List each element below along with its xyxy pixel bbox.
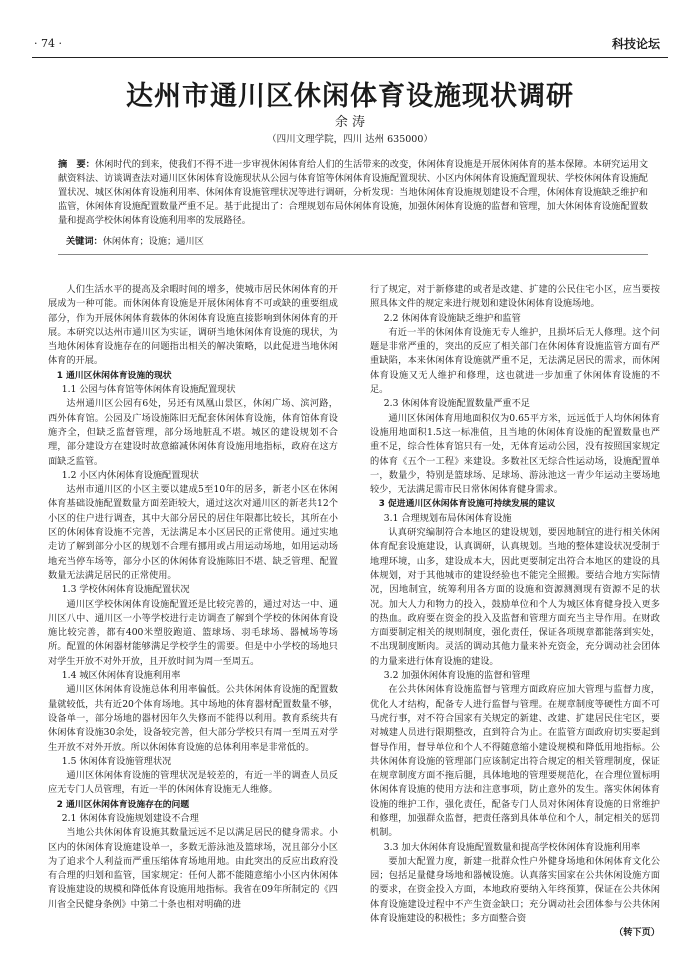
abstract-text: 休闲时代的到来，使我们不得不进一步审视休闲体育给人们的生活带来的改变，休闲体育设施是开展休闲体育的基本保障。本研究运用文献资料法、访谈调查法对通川区休闲体育设施现状从公园与体育馆等休闲体育设施配置现状、小区内休闲体育设施配置现状、学校休闲体育设施配置状况、城区休闲体育设施利用率、休闲体育设施管理状况等进行调研，分析发现：当地休闲体育设施规划建设不合理，休闲体育设施缺乏维护和监管，休闲体育设施配置数量严重不足。基于此提出了：合理规划布局休闲体育设施，加强休闲体育设施的监督和管理，加大休闲体育设施配置数量和提高学校休闲体育设施利用率的发展路径。 xyxy=(58,159,649,226)
subsection-heading: 2.1 休闲体育设施规划建设不合理 xyxy=(61,812,199,824)
keywords-label: 关键词： xyxy=(66,236,103,247)
abstract-label: 摘 要： xyxy=(58,159,95,170)
paragraph: 通川区休闲体育用地面积仅为0.65平方米，远远低于人均休闲体育设施用地面积1.5这一标准值，且当地的休闲体育设施的配置数量也严重不足，综合性体育馆只有一处，无体育运动公园，没有按照国家规定的体育《五个一工程》来建设。多数社区无综合性运动场，设施配置单一，数量少，特别是篮球场、足球场、游泳池这一青少年运动主要场地较少，无法满足需市民日常休闲体育健身需求。 xyxy=(370,412,660,496)
abstract-divider xyxy=(58,254,648,255)
paragraph: 当地公共休闲体育设施其数量远远不足以满足居民的健身需求。小区内的休闲体育设施建设单一，多数无游泳池及篮球场，况且部分小区为了追求个人利益而严重压缩体育场地用地。由此突出的反应出政府没有合理的归划和监管，国家规定：任何人都不能随意缩小小区内休闲体育设施建设的规模和降低体育设施用地指标。我省在09年所制定的《四川省全民健身条例》中第二十条也相对明确的进 xyxy=(48,827,338,910)
subsection-heading: 2.3 休闲体育设施配置数量严重不足 xyxy=(383,398,530,410)
subsection-heading: 3.2 加强休闲体育设施的监督和管理 xyxy=(383,670,530,682)
continued-note: （转下页） xyxy=(614,927,660,939)
paragraph: 在公共休闲体育设施监督与管理方面政府应加大管理与监督力度，优化人才结构，配备专人进行监督与管理。在规章制度等硬性方面不可马虎行事，对不符合国家有关规定的新建、改建、扩建居民住宅区，要对城建人员进行限期整改，直到符合为止。在监管方面政府切实要起到督导作用，督导单位和个人不得随意缩小建设规模和降低用地指标。公共休闲体育设施的管理部门应该制定出符合规定的相关管理制度，保证在规章制度方面不拖后腿，具体地地的管理要规范化，在合理位置标明休闲体育设施的使用方法和注意事项，防止意外的发生。落实休闲体育设施的维护工作，强化责任，配备专门人员对休闲体育设施的日常维护和修理，加强群众监督，把责任落到具体单位和个人，制定相关的惩罚机制。 xyxy=(370,684,660,839)
right-column xyxy=(370,283,660,941)
abstract xyxy=(58,158,648,228)
paragraph: 通川区学校休闲体育设施配置还是比较完善的，通过对达一中、通川区八中、通川区一小等学校进行走访调查了解到个学校的休闲体育设施比较完善，都有400米塑胶跑道、篮球场、羽毛球场、器械场等场所。配置的休闲器材能够满足学校学生的需要。但是中小学校的场地只对学生开放不对外开放，且开放时间为周一至周五。 xyxy=(48,598,338,667)
keywords-text: 休闲体育；设施；通川区 xyxy=(102,236,204,247)
section-tag: 科技论坛 xyxy=(611,37,660,51)
paragraph: 通川区休闲体育设施的管理状况是较差的，有近一半的调查人员反应无专门人员管理，有近一半的休闲体育设施无人维修。 xyxy=(48,770,338,796)
subsection-heading: 1.1 公园与体育馆等休闲体育设施配置现状 xyxy=(61,384,236,396)
paragraph: 人们生活水平的提高及余暇时间的增多，使城市居民休闲体育的开展成为一种可能。而休闲体育设施是开展休闲体育不可或缺的重要组成部分，作为开展休闲体育载体的休闲体育设施直接影响到休闲体育的开展。本研究以达州市通川区为实证，调研当地休闲体育设施的现状，为当地休闲体育设施存在的问题指出相关的解决策略，以此促进当地休闲体育的开展。 xyxy=(48,284,338,367)
article-title: 达州市通川区休闲体育设施现状调研 xyxy=(126,81,574,112)
page-header xyxy=(0,0,700,62)
section-heading: 2 通川区休闲体育设施存在的问题 xyxy=(56,799,190,810)
section-heading: 1 通川区休闲体育设施的现状 xyxy=(56,370,172,381)
page-number: · 74 · xyxy=(34,37,62,50)
left-column xyxy=(48,283,338,912)
paragraph: 达州市通川区的小区主要以建成5至10年的居多，新老小区在休闲体育基础设施配置数量方面差距较大，通过这次对通川区的新老共12个小区的住户进行调查，其中大部分居民的居住年限都比较长，其所在小区的休闲体育设施不完善，无法满足本小区居民的正常使用。通过实地走访了解到部分小区的规划不合理有挪用或占用运动场地，如用运动场地充当停车场等，部分小区的休闲体育设施陈旧不堪、缺乏管理、配置数量无法满足居民的正常使用。 xyxy=(48,484,338,581)
subsection-heading: 1.2 小区内休闲体育设施配置现状 xyxy=(61,469,199,481)
subsection-heading: 1.5 休闲体育设施管理状况 xyxy=(61,755,172,767)
author: 余 涛 xyxy=(334,115,366,130)
keywords xyxy=(66,233,646,247)
subsection-heading: 1.4 城区休闲体育设施利用率 xyxy=(61,670,181,682)
paragraph: 认真研究编制符合本地区的建设规划，要因地制宜的进行相关休闲体育配套设施建设，认真调研，认真规划。当地的整体建设状况受制于地理环境，山多，建设成本大，因此更要制定出符合本地区的建设的具体规划，对于其他城市的建设经验也不能完全照搬。要结合地方实际情况，因地制宜，统筹利用各方面的设施和资源测测现有资源不足的状况。加大人力和物力的投入，鼓励单位和个人为城区体育健身投入更多的热血。政府要在资金的投入及监督和管理方面充当主导作用。在财政方面要制定相关的规则制度，强化责任，保证各项规章都能落到实处，不出现制度断肉。灵活的调动其他力量来补充资金，充分调动社会团体的力量来进行体育设施的建设。 xyxy=(370,527,660,667)
header-rule xyxy=(32,57,668,58)
section-heading: 3 促进通川区休闲体育设施可持续发展的建议 xyxy=(378,499,556,510)
subsection-heading: 3.3 加大休闲体育设施配置数量和提高学校休闲体育设施利用率 xyxy=(383,841,641,853)
subsection-heading: 3.1 合理规划布局休闲体育设施 xyxy=(383,512,512,524)
paragraph: 通川区休闲体育设施总体利用率偏低。公共休闲体育设施的配置数量就较低，共有近20个体育场地。其中场地的体育器材配置数量不够，设备单一，部分场地的器材因年久失修而不能得以利用。教育系统共有休闲体育设施30余处，设备较完善，但大部分学校只有周一至周五对学生开放不对外开放。所以休闲体育设施的总体利用率是非常低的。 xyxy=(48,684,338,753)
affiliation: （四川文理学院，四川 达州 635000） xyxy=(267,134,433,145)
paragraph: 达州通川区公园有6处，另还有凤凰山景区，休闲广场、滨河路，西外体育馆。公园及广场设施陈旧无配套休闲体育设施，体育馆体育设施齐全，但缺乏监督管理，部分场地脏乱不堪。城区的建设规划不合理，部分建设方在建设时故意縮减休闲体育设施用地指标，政府在这方面缺乏监管。 xyxy=(48,398,338,467)
subsection-heading: 2.2 休闲体育设施缺乏维护和监管 xyxy=(383,312,521,324)
paragraph: 要加大配置力度，新建一批群众性户外健身场地和休闲体育文化公园；包括足量健身场地和器械设施。认真落实国家在公共休闲设施方面的要求，在资金投入方面，本地政府要纳入年终预算，保证在公共休闲体育设施建设过程中不产生资金缺口；充分调动社会团体参与公共休闲体育设施建设的积极性；多方面整合资 xyxy=(370,855,660,925)
paragraph: 有近一半的休闲体育设施无专人维护，且损坏后无人修理。这个问题是非常严重的，突出的反应了相关部门在休闲体育设施监管方面有严重缺陷，本来休闲体育设施就严重不足，无法满足居民的需求，而休闲体育设施又无人维护和修理，这也就进一步加重了休闲体育设施的不足。 xyxy=(370,326,660,396)
subsection-heading: 1.3 学校休闲体育设施配置状况 xyxy=(61,584,190,596)
paragraph: 行了规定，对于新修建的或者是改建、扩建的公民住宅小区，应当要按照具体文件的规定来进行规划和建设休闲体育设施场地。 xyxy=(370,284,660,310)
